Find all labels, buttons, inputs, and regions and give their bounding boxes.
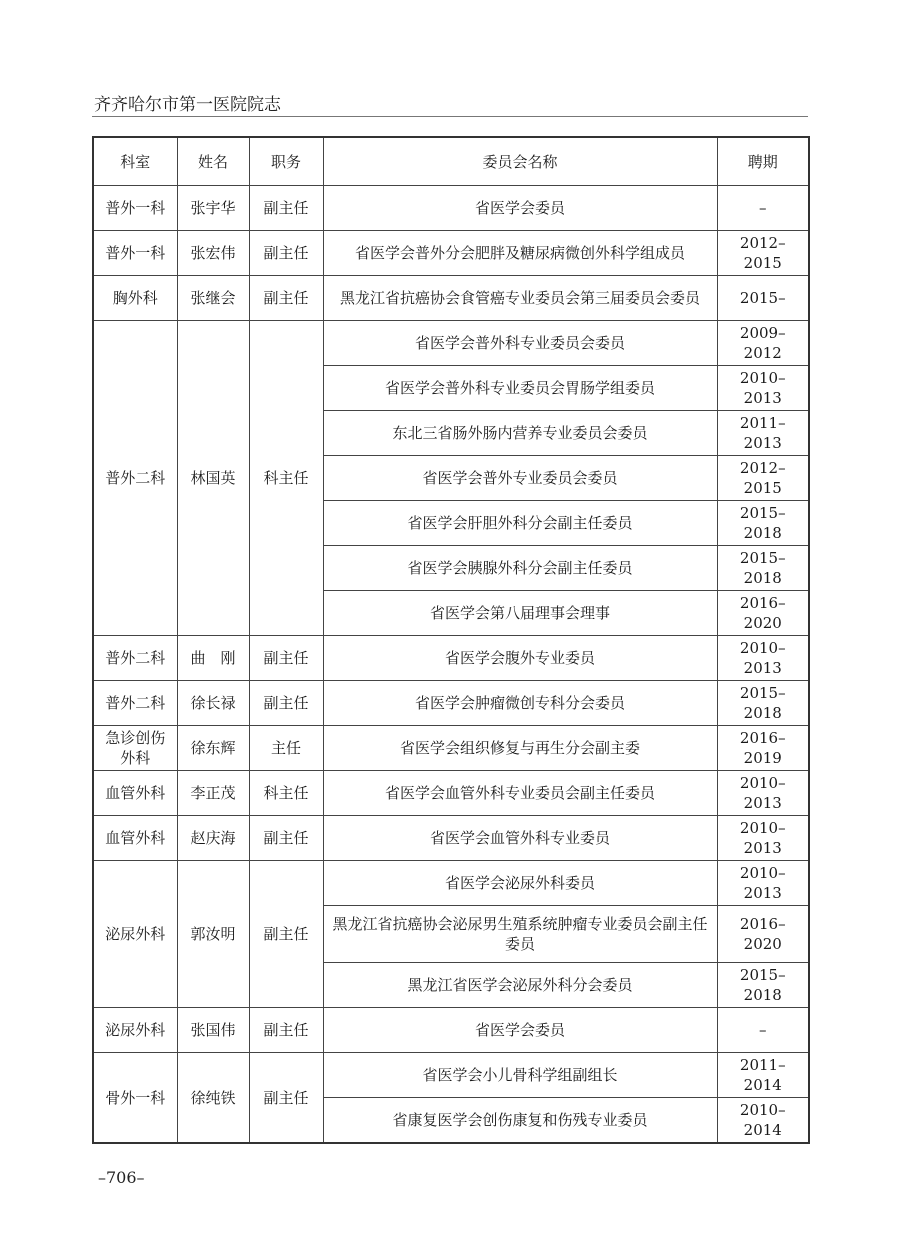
table-body (93, 186, 809, 1144)
table-row (93, 186, 809, 231)
dept-cell: 泌尿外科 (93, 1008, 177, 1053)
dept-cell: 普外二科 (93, 636, 177, 681)
name-cell: 徐东辉 (177, 726, 249, 771)
term-cell: 2010–2013 (717, 636, 809, 681)
term-cell: 2009–2012 (717, 321, 809, 366)
col-header-dept: 科室 (93, 137, 177, 186)
col-header-name: 姓名 (177, 137, 249, 186)
term-cell: 2010–2014 (717, 1098, 809, 1144)
term-cell: 2015–2018 (717, 501, 809, 546)
dept-cell: 骨外一科 (93, 1053, 177, 1144)
page-number: –706– (98, 1168, 145, 1187)
name-cell: 张宇华 (177, 186, 249, 231)
term-cell: 2012–2015 (717, 231, 809, 276)
title-cell: 副主任 (249, 276, 323, 321)
term-cell: 2011–2013 (717, 411, 809, 456)
committee-cell: 省医学会第八届理事会理事 (323, 591, 717, 636)
committee-cell: 省医学会肿瘤微创专科分会委员 (323, 681, 717, 726)
col-header-committee: 委员会名称 (323, 137, 717, 186)
title-cell: 副主任 (249, 636, 323, 681)
table-row (93, 861, 809, 906)
name-cell: 赵庆海 (177, 816, 249, 861)
col-header-title: 职务 (249, 137, 323, 186)
committee-cell: 省医学会腹外专业委员 (323, 636, 717, 681)
name-cell: 徐长禄 (177, 681, 249, 726)
table-row (93, 636, 809, 681)
book-title: 齐齐哈尔市第一医院院志 (94, 95, 281, 115)
col-header-term: 聘期 (717, 137, 809, 186)
name-cell: 李正茂 (177, 771, 249, 816)
committee-cell: 省医学会血管外科专业委员会副主任委员 (323, 771, 717, 816)
title-cell: 科主任 (249, 321, 323, 636)
committee-cell: 省医学会普外分会肥胖及糖尿病微创外科学组成员 (323, 231, 717, 276)
committee-cell: 黑龙江省抗癌协会泌尿男生殖系统肿瘤专业委员会副主任委员 (323, 906, 717, 963)
name-cell: 徐纯铁 (177, 1053, 249, 1144)
name-cell: 曲 刚 (177, 636, 249, 681)
dept-cell: 急诊创伤外科 (93, 726, 177, 771)
committee-cell: 黑龙江省医学会泌尿外科分会委员 (323, 963, 717, 1008)
committee-cell: 省医学会普外科专业委员会胃肠学组委员 (323, 366, 717, 411)
dept-cell: 胸外科 (93, 276, 177, 321)
committee-cell: 省医学会泌尿外科委员 (323, 861, 717, 906)
term-cell: 2015–2018 (717, 963, 809, 1008)
title-cell: 副主任 (249, 186, 323, 231)
term-cell: 2012–2015 (717, 456, 809, 501)
title-cell: 主任 (249, 726, 323, 771)
title-cell: 副主任 (249, 231, 323, 276)
title-cell: 副主任 (249, 861, 323, 1008)
term-cell: – (717, 186, 809, 231)
name-cell: 林国英 (177, 321, 249, 636)
committee-cell: 省医学会小儿骨科学组副组长 (323, 1053, 717, 1098)
committee-cell: 省医学会肝胆外科分会副主任委员 (323, 501, 717, 546)
dept-cell: 普外二科 (93, 321, 177, 636)
title-cell: 科主任 (249, 771, 323, 816)
title-cell: 副主任 (249, 1008, 323, 1053)
committee-cell: 省医学会胰腺外科分会副主任委员 (323, 546, 717, 591)
title-cell: 副主任 (249, 1053, 323, 1144)
dept-cell: 普外一科 (93, 231, 177, 276)
term-cell: – (717, 1008, 809, 1053)
term-cell: 2010–2013 (717, 861, 809, 906)
term-cell: 2015–2018 (717, 546, 809, 591)
name-cell: 郭汝明 (177, 861, 249, 1008)
committee-table (92, 136, 810, 1144)
committee-cell: 省医学会委员 (323, 186, 717, 231)
table-row (93, 1008, 809, 1053)
table-row (93, 231, 809, 276)
term-cell: 2010–2013 (717, 816, 809, 861)
committee-cell: 黑龙江省抗癌协会食管癌专业委员会第三届委员会委员 (323, 276, 717, 321)
committee-cell: 省医学会血管外科专业委员 (323, 816, 717, 861)
dept-cell: 普外二科 (93, 681, 177, 726)
committee-cell: 省医学会委员 (323, 1008, 717, 1053)
committee-cell: 省医学会普外专业委员会委员 (323, 456, 717, 501)
term-cell: 2010–2013 (717, 366, 809, 411)
header-row (93, 137, 809, 186)
committee-cell: 省医学会普外科专业委员会委员 (323, 321, 717, 366)
name-cell: 张继会 (177, 276, 249, 321)
name-cell: 张宏伟 (177, 231, 249, 276)
committee-cell: 省医学会组织修复与再生分会副主委 (323, 726, 717, 771)
dept-cell: 泌尿外科 (93, 861, 177, 1008)
term-cell: 2015– (717, 276, 809, 321)
term-cell: 2016–2020 (717, 591, 809, 636)
title-cell: 副主任 (249, 681, 323, 726)
dept-cell: 血管外科 (93, 816, 177, 861)
committee-cell: 东北三省肠外肠内营养专业委员会委员 (323, 411, 717, 456)
dept-cell: 普外一科 (93, 186, 177, 231)
term-cell: 2016–2020 (717, 906, 809, 963)
term-cell: 2010–2013 (717, 771, 809, 816)
term-cell: 2011–2014 (717, 1053, 809, 1098)
dept-cell: 血管外科 (93, 771, 177, 816)
term-cell: 2016–2019 (717, 726, 809, 771)
title-cell: 副主任 (249, 816, 323, 861)
table-row (93, 321, 809, 366)
committee-cell: 省康复医学会创伤康复和伤残专业委员 (323, 1098, 717, 1144)
table-row (93, 771, 809, 816)
table-row (93, 276, 809, 321)
table-row (93, 726, 809, 771)
table-row (93, 681, 809, 726)
table-row (93, 1053, 809, 1098)
running-header (92, 88, 808, 117)
term-cell: 2015–2018 (717, 681, 809, 726)
name-cell: 张国伟 (177, 1008, 249, 1053)
table-row (93, 816, 809, 861)
